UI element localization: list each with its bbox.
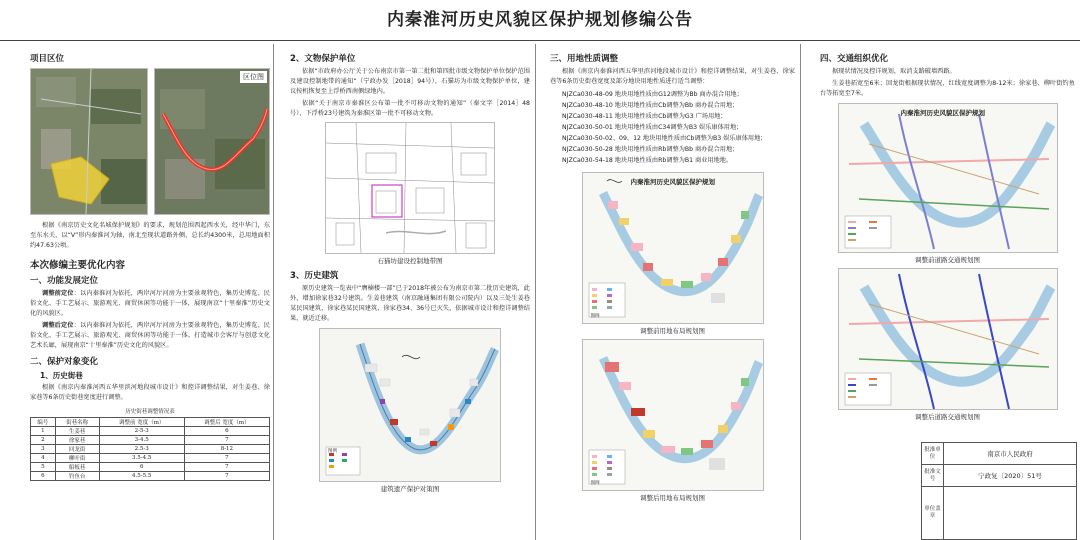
land-item: NJZCa030-48-10 地块用地性质由Cb调整为Bb 商办混合用地；: [562, 102, 739, 109]
column-heritage: [290, 44, 530, 540]
arch-description: 原历史建筑一览表中“膺楠楼一部”已于2018年被公布为南京市第二批历史建筑，此外，增加徐家巷32号建筑。生姜巷建筑（南京融通集团有限公司院内）以及三处生姜巷某民国建筑，徐家巷某民国建筑，徐家巷34、36号已灭失，依据城市设计和控详调整结果，就近迁移。: [290, 285, 530, 322]
position-after-label: 调整后定位: [42, 322, 74, 329]
streets-description: 根据《南京内秦淮河西五华里滨河地段城市设计》和控详调整结果，对生姜巷、徐家巷等6条历史街巷宽度进行调整。: [30, 384, 270, 401]
position-after: [30, 321, 270, 351]
column-land-use: [550, 44, 795, 540]
table-cell: 柳叶街: [55, 454, 99, 463]
table-row: [31, 472, 270, 481]
table-caption: 历史街巷调整情况表: [125, 409, 175, 415]
table-header: 调整前 宽度（m）: [99, 418, 184, 427]
table-cell: 回龙街: [55, 445, 99, 454]
landuse-before-legend-label: 图例: [590, 314, 600, 319]
table-cell: 生姜巷: [55, 427, 99, 436]
position-before-label: 调整前定位: [42, 290, 74, 297]
land-item: NJZCa030-48-11 地块用地性质由Cb调整为G3 广场用地；: [562, 113, 727, 120]
heritage-legend-label: 图例: [328, 449, 337, 454]
land-item: NJZCa030-50-01 地块用地性质由C34调整为B3 娱乐康体用地；: [562, 124, 743, 131]
approval-seal-row: [922, 487, 1076, 539]
column-divider: [535, 44, 536, 540]
approval-doc-label: 批准文号: [922, 465, 944, 486]
column-divider: [800, 44, 801, 540]
column-project-location: [30, 44, 270, 540]
approval-doc-value: 宁政复〔2020〕51号: [978, 472, 1042, 480]
traffic-after-map: [838, 268, 1058, 410]
traffic-before-plan-title: 内秦淮河历史风貌区保护规划: [900, 109, 985, 117]
table-cell: 7: [184, 454, 269, 463]
main-heading: 本次修编主要优化内容: [30, 260, 126, 271]
table-cell: 4: [31, 454, 56, 463]
function-heading: 一、功能发展定位: [30, 276, 99, 286]
arch-heading: 3、历史建筑: [290, 271, 339, 281]
position-before-text: ：以内秦淮河为依托，两岸河厅河房为主要景观特色，集历史博览、民俗文化、手工艺展示、旅游观光、商贸休闲等功能于一体，展现南京“十里秦淮”历史文化的风貌区。: [30, 290, 270, 317]
table-cell: 2.5-3: [99, 445, 184, 454]
landuse-before-plan-title: 内秦淮河历史风貌区保护规划: [630, 178, 715, 186]
table-cell: 3-4.5: [99, 436, 184, 445]
table-row: [31, 445, 270, 454]
traffic-after-caption: 调整后道路交通规划图: [915, 413, 980, 421]
approval-org-value: 南京市人民政府: [987, 450, 1033, 458]
table-header: 调整后 宽度（m）: [184, 418, 269, 427]
approval-org-label: 批准单位: [922, 443, 944, 464]
landuse-before-map: [582, 172, 764, 324]
table-row: [31, 427, 270, 436]
land-item: NJZCa030-50-28 地块用地性质由Rb调整为Bb 商办混合用地；: [562, 146, 739, 153]
landuse-before-caption: 调整前用地布局规划图: [640, 327, 705, 335]
street-width-table: [30, 417, 270, 481]
landuse-after-map: [582, 339, 764, 491]
page-title: 内秦淮河历史风貌区保护规划修编公告: [387, 10, 693, 30]
relic-text-2: 依据“关于南京市秦淮区公布第一批不可移动文物的通知”（秦文字［2014］48号），下浮桥23号建筑为秦淮区第一批不可移动文物。: [290, 100, 530, 117]
title-bar: [0, 0, 1080, 41]
table-header-row: [31, 418, 270, 427]
table-cell: 7: [184, 472, 269, 481]
traffic-heading: 四、交通组织优化: [820, 54, 889, 64]
satellite-map-right: [154, 68, 270, 215]
table-cell: 2-5-3: [99, 427, 184, 436]
relic-heading: 2、文物保护单位: [290, 54, 356, 64]
table-cell: 6: [99, 463, 184, 472]
heritage-map: [319, 328, 501, 482]
land-description: 根据《南京内秦淮河西五华里滨河地段城市设计》和控详调整结果，对生姜巷、徐家巷等6条历史街巷宽度及部分地块用地性质进行适当调整：: [550, 68, 795, 85]
land-item: NJZCa030-54-18 地块用地性质由Rb调整为B1 商业用地地。: [562, 157, 733, 164]
traffic-text-1: 据现状情况及控详规划，取消支路破墙西路。: [832, 68, 956, 75]
table-row: [31, 454, 270, 463]
table-cell: 钓鱼台: [55, 472, 99, 481]
approval-doc-row: [922, 465, 1076, 487]
landuse-after-legend-label: 图例: [590, 481, 600, 486]
land-heading: 三、用地性质调整: [550, 54, 619, 64]
table-cell: 7: [184, 436, 269, 445]
heritage-caption: 建筑遗产保护对策图: [380, 485, 440, 493]
streets-heading: 1、历史街巷: [40, 371, 83, 380]
table-row: [31, 463, 270, 472]
land-item: NJZCa030-50-02、09、12 地块用地性质由Cb调整为B3 娱乐康体用地；: [562, 135, 767, 142]
table-header: 街巷名称: [55, 418, 99, 427]
traffic-before-caption: 调整前道路交通规划图: [915, 256, 980, 264]
location-heading: 项目区位: [30, 54, 65, 64]
traffic-before-map: [838, 103, 1058, 253]
table-cell: 6: [184, 427, 269, 436]
table-cell: 6: [31, 472, 56, 481]
table-cell: 3: [31, 445, 56, 454]
satellite-map-left: [30, 68, 148, 215]
table-cell: 徐家巷: [55, 436, 99, 445]
landuse-after-caption: 调整后用地布局规划图: [640, 494, 705, 502]
table-cell: 3.5-4.5: [99, 454, 184, 463]
table-cell: 7: [184, 463, 269, 472]
approval-seal-label: 单位盖章: [922, 487, 944, 539]
traffic-text-2: 生姜巷拓宽至6米；回龙街根据现状情况，红线宽度调整为8-12米；徐家巷、柳叶街钓鱼台等拓宽至7米。: [820, 80, 1075, 97]
protect-heading: 二、保护对象变化: [30, 357, 99, 367]
position-before: [30, 289, 270, 319]
location-map-tag: 区位图: [240, 71, 267, 83]
table-cell: 8-12: [184, 445, 269, 454]
table-cell: 2: [31, 436, 56, 445]
approval-box: [921, 442, 1077, 540]
relic-text-1: 依据“市政府办公厅关于公布南京市第一第二批和第四批市级文物保护单位保护范围及建设控制地带的通知”（宁政办发［2018］94号），石猫坊为市级文物保护单位，建议按机恢复至上浮桥西南侧绿地内。: [290, 68, 530, 95]
table-row: [31, 436, 270, 445]
approval-org-row: [922, 443, 1076, 465]
table-cell: 船板巷: [55, 463, 99, 472]
cadastral-caption: 石猫坊建设控制地带图: [377, 257, 443, 265]
table-cell: 1: [31, 427, 56, 436]
approval-seal-area: [944, 487, 1076, 539]
table-header: 编号: [31, 418, 56, 427]
column-divider: [273, 44, 274, 540]
position-after-text: ：以内秦淮河为依托，两岸河厅河房为主要景观特色，集历史博览、民俗文化、手工艺展示、旅游观光、商贸休闲等功能于一体，打造城市会客厅与创意文化艺术长廊，展现南京“十里秦淮”历史文化的风貌区。: [30, 322, 270, 349]
table-cell: 5: [31, 463, 56, 472]
land-item: NJZCa030-48-09 地块用地性质由G12调整为Bb 商办混合用地；: [562, 91, 743, 98]
table-cell: 4.5-5.5: [99, 472, 184, 481]
location-description: 根据《南京历史文化名城保护规划》的要求，规划范围西起西水关，经中华门，东至东水关，以“V”形内秦淮河为轴，南北至现状道路外侧，总长约4300米，总用地面积约47.63公顷。: [30, 222, 270, 249]
cadastral-map: [325, 122, 495, 254]
